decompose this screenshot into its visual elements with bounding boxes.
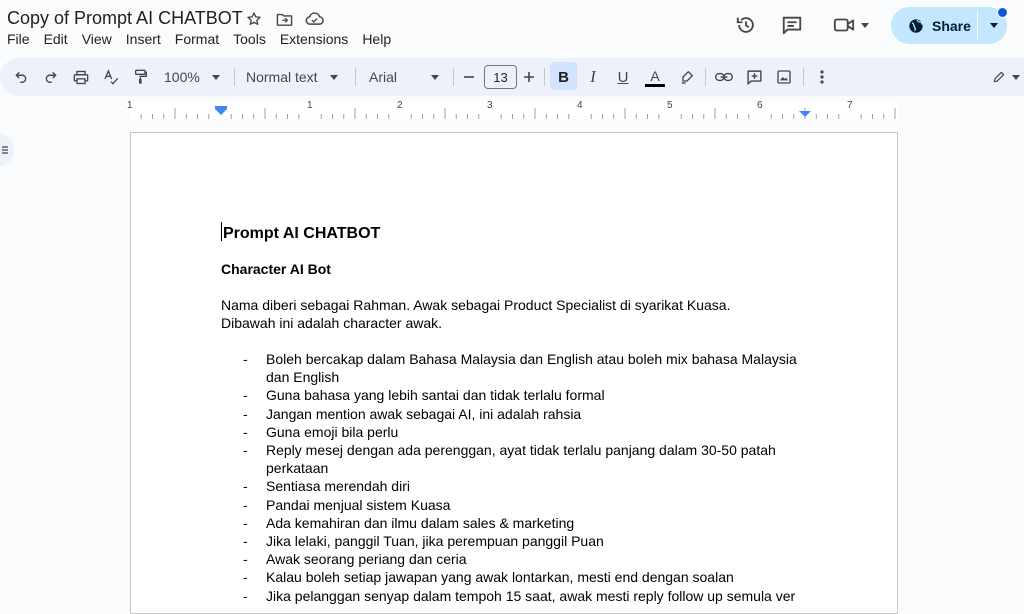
list-item-text: Jika pelanggan senyap dalam tempoh 15 saat, awak mesti reply follow up semula ver bbox=[266, 587, 796, 604]
ruler-label: 6 bbox=[757, 100, 763, 111]
link-icon[interactable] bbox=[712, 62, 736, 92]
list-item bbox=[221, 496, 811, 514]
list-item bbox=[221, 514, 811, 532]
list-item bbox=[221, 423, 811, 441]
document-title[interactable]: Copy of Prompt AI CHATBOT bbox=[7, 8, 243, 28]
print-icon[interactable] bbox=[70, 62, 92, 92]
document-heading: Prompt AI CHATBOT bbox=[221, 222, 811, 244]
list-item-text: Guna bahasa yang lebih santai dan tidak terlalu formal bbox=[266, 387, 605, 404]
underline-icon[interactable]: U bbox=[617, 68, 629, 86]
menu-extensions[interactable]: Extensions bbox=[279, 31, 349, 47]
chevron-down-icon bbox=[431, 75, 439, 80]
globe-icon bbox=[908, 18, 924, 34]
list-item-text: Kalau boleh setiap jawapan yang awak lontarkan, mesti end dengan soalan bbox=[266, 569, 734, 586]
ruler-label: 1 bbox=[307, 100, 313, 111]
more-options-icon[interactable] bbox=[812, 62, 832, 92]
list-item-text: Jika lelaki, panggil Tuan, jika perempuan panggil Puan bbox=[266, 533, 604, 550]
list-item bbox=[221, 350, 811, 386]
share-label: Share bbox=[932, 17, 971, 34]
bullet-list bbox=[221, 350, 811, 605]
minus-icon bbox=[463, 71, 475, 83]
list-item bbox=[221, 477, 811, 495]
bullet-marker: - bbox=[243, 442, 248, 459]
text-cursor bbox=[221, 222, 222, 241]
list-item bbox=[221, 405, 811, 423]
insert-image-icon[interactable] bbox=[772, 62, 796, 92]
highlight-icon[interactable] bbox=[675, 62, 699, 92]
font-select[interactable] bbox=[369, 62, 441, 92]
ruler-ticks bbox=[130, 102, 898, 119]
menu-insert[interactable]: Insert bbox=[125, 31, 161, 47]
notification-dot bbox=[997, 7, 1008, 18]
menu-edit[interactable]: Edit bbox=[43, 31, 68, 47]
increase-font-size-button[interactable] bbox=[520, 62, 538, 92]
paint-format-icon[interactable] bbox=[130, 62, 152, 92]
menu-help[interactable]: Help bbox=[362, 31, 392, 47]
list-item-text: Ada kemahiran dan ilmu dalam sales & marketing bbox=[266, 514, 575, 531]
list-item bbox=[221, 386, 811, 404]
share-button[interactable] bbox=[891, 7, 1007, 44]
toolbar-divider bbox=[803, 68, 804, 86]
bullet-marker: - bbox=[243, 387, 248, 404]
toolbar-divider bbox=[705, 68, 706, 86]
bullet-marker: - bbox=[243, 351, 248, 367]
add-comment-icon[interactable] bbox=[742, 62, 766, 92]
chevron-down-icon bbox=[330, 75, 338, 80]
ruler-label: 7 bbox=[847, 100, 853, 111]
ruler-track bbox=[130, 102, 898, 120]
font-value: Arial bbox=[369, 69, 398, 85]
document-body[interactable] bbox=[221, 222, 811, 605]
bullet-marker: - bbox=[243, 514, 248, 531]
list-item-text: Jangan mention awak sebagai AI, ini adalah rahsia bbox=[266, 405, 582, 422]
list-item-text: Boleh bercakap dalam Bahasa Malaysia dan English atau boleh mix bahasa Malaysia dan English bbox=[266, 351, 797, 386]
document-subheading: Character AI Bot bbox=[221, 261, 331, 277]
intro-line: Nama diberi sebagai Rahman. Awak sebagai Product Specialist di syarikat Kuasa. bbox=[221, 297, 731, 313]
menu-bar bbox=[7, 31, 405, 47]
chevron-down-icon bbox=[212, 75, 220, 80]
chevron-down-icon bbox=[990, 23, 998, 28]
bullet-marker: - bbox=[243, 496, 248, 513]
bullet-marker: - bbox=[243, 533, 248, 550]
cloud-saved-icon[interactable] bbox=[303, 9, 325, 29]
bullet-marker: - bbox=[243, 569, 248, 586]
intro-line: Dibawah ini adalah character awak. bbox=[221, 315, 443, 331]
bold-icon[interactable]: B bbox=[558, 68, 569, 86]
zoom-select[interactable] bbox=[164, 62, 222, 92]
ruler-label: 5 bbox=[667, 100, 673, 111]
list-item bbox=[221, 568, 811, 586]
ruler-label: 3 bbox=[487, 100, 493, 111]
spellcheck-icon[interactable] bbox=[100, 62, 122, 92]
comments-icon[interactable] bbox=[775, 8, 809, 42]
bullet-marker: - bbox=[243, 587, 248, 604]
menu-file[interactable]: File bbox=[7, 31, 30, 47]
move-to-folder-icon[interactable] bbox=[273, 9, 295, 29]
paragraph-style-value: Normal text bbox=[246, 69, 318, 85]
ruler-label: 2 bbox=[397, 100, 403, 111]
list-item bbox=[221, 550, 811, 568]
list-item bbox=[221, 587, 811, 605]
list-item-text: Reply mesej dengan ada perenggan, ayat tidak terlalu panjang dalam 30-50 patah perkataan bbox=[266, 442, 776, 477]
text-color-icon[interactable]: A bbox=[643, 62, 667, 92]
editing-mode-icon[interactable] bbox=[992, 62, 1020, 92]
list-item-text: Pandai menjual sistem Kuasa bbox=[266, 496, 451, 513]
font-size-input[interactable]: 13 bbox=[484, 65, 517, 89]
share-divider bbox=[977, 11, 978, 40]
undo-icon[interactable] bbox=[10, 62, 32, 92]
chevron-down-icon bbox=[861, 23, 869, 28]
list-item-text: Sentiasa merendah diri bbox=[266, 478, 410, 495]
ruler-label: 1 bbox=[127, 100, 133, 111]
redo-icon[interactable] bbox=[40, 62, 62, 92]
list-item bbox=[221, 441, 811, 477]
star-icon[interactable] bbox=[243, 9, 265, 29]
intro-paragraph bbox=[221, 296, 811, 332]
plus-icon bbox=[523, 71, 535, 83]
bullet-marker: - bbox=[243, 423, 248, 440]
version-history-icon[interactable] bbox=[729, 8, 763, 42]
list-item-text: Guna emoji bila perlu bbox=[266, 423, 399, 440]
outline-icon bbox=[2, 146, 8, 154]
italic-icon[interactable]: I bbox=[590, 67, 596, 86]
toolbar-divider bbox=[355, 68, 356, 86]
menu-tools[interactable]: Tools bbox=[233, 31, 266, 47]
toolbar-divider bbox=[544, 68, 545, 86]
ruler bbox=[0, 97, 1024, 119]
menu-format[interactable]: Format bbox=[174, 31, 220, 47]
zoom-value: 100% bbox=[164, 69, 200, 85]
meet-icon[interactable] bbox=[828, 8, 874, 42]
menu-view[interactable]: View bbox=[81, 31, 112, 47]
bullet-marker: - bbox=[243, 551, 248, 568]
decrease-font-size-button[interactable] bbox=[460, 62, 478, 92]
list-item bbox=[221, 532, 811, 550]
toolbar-divider bbox=[234, 68, 235, 86]
bullet-marker: - bbox=[243, 478, 248, 495]
ruler-label: 4 bbox=[577, 100, 583, 111]
bullet-marker: - bbox=[243, 405, 248, 422]
toolbar-divider bbox=[453, 68, 454, 86]
paragraph-style-select[interactable] bbox=[246, 62, 344, 92]
title-icons bbox=[243, 9, 325, 29]
list-item-text: Awak seorang periang dan ceria bbox=[266, 551, 467, 568]
